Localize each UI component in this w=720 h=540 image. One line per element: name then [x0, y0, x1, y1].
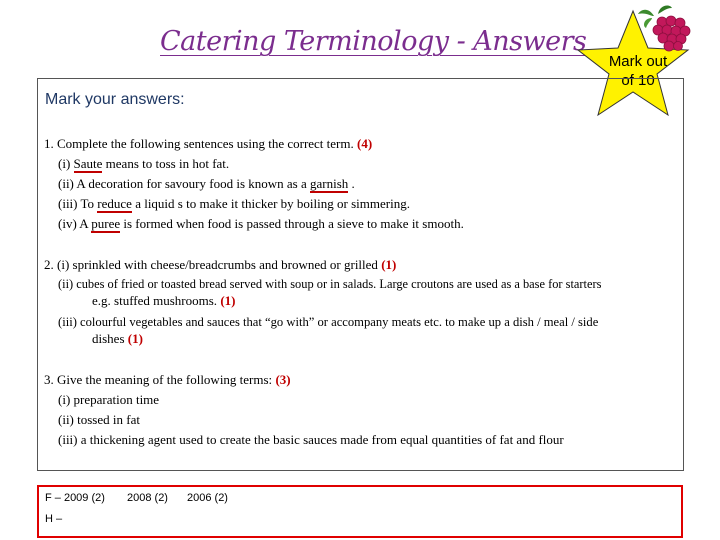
q2-iii-text-b: dishes: [92, 331, 128, 346]
q1-iv-pre: (iv) A: [58, 216, 92, 231]
q1-iii-pre: (iii) To: [58, 196, 98, 211]
page-title: Catering Terminology - Answers: [160, 26, 587, 57]
year-2008: 2008 (2): [127, 492, 168, 504]
q2-item-iii-cont: [92, 331, 143, 347]
star-line-2: of 10: [621, 72, 655, 89]
q1-i-post: means to toss in hot fat.: [102, 156, 230, 171]
q2-item-ii: [58, 277, 601, 292]
q3-item-ii: (ii) tossed in fat: [58, 412, 140, 427]
q2-item-ii-cont: [92, 293, 235, 309]
q1-item-iii: [58, 196, 410, 212]
q2-iii-mark: (1): [127, 331, 143, 346]
q1-marks: (4): [357, 136, 373, 151]
q2-ii-mark: (1): [220, 293, 236, 308]
q2-iii-text-a: (iii) colourful vegetables and sauces that “go with” or accompany meats etc. to make up a dish / meal / side: [58, 315, 599, 329]
q1-iv-post: is formed when food is passed through a sieve to make it smooth.: [120, 216, 464, 231]
q1-intro-text: 1. Complete the following sentences using the correct term.: [44, 136, 354, 151]
q1-item-iv: [58, 216, 464, 232]
q1-ii-pre: (ii) A decoration for savoury food is known as a: [58, 176, 311, 191]
q1-iii-answer: reduce: [97, 196, 132, 211]
q3-intro-text: 3. Give the meaning of the following terms:: [44, 372, 276, 387]
q1-item-i: [58, 156, 229, 172]
q1-intro: [44, 136, 372, 152]
f-label: F – 2009 (2): [45, 492, 105, 504]
q1-ii-post: .: [348, 176, 355, 191]
q3-marks: (3): [275, 372, 291, 387]
q1-iii-post: a liquid s to make it thicker by boiling or simmering.: [131, 196, 410, 211]
q1-item-ii: [58, 176, 355, 192]
q2-i-mark: (1): [381, 257, 397, 272]
q1-ii-answer: garnish: [310, 176, 349, 191]
q3-item-iii: (iii) a thickening agent used to create the basic sauces made from equal quantities of fat and flour: [58, 432, 564, 447]
q1-i-pre: (i): [58, 156, 74, 171]
q2-item-i: [44, 257, 396, 273]
exam-reference-box: [37, 485, 683, 538]
year-2006: 2006 (2): [187, 492, 228, 504]
q2-ii-text-a: (ii) cubes of fried or toasted bread served with soup or in salads. Large croutons are used as a base for starters: [58, 277, 602, 291]
raspberry-icon: [636, 4, 696, 54]
star-line-1: Mark out: [608, 53, 668, 70]
q2-ii-text-b: e.g. stuffed mushrooms.: [92, 293, 221, 308]
q1-i-answer: Saute: [73, 156, 103, 171]
q3-intro: [44, 372, 291, 388]
q1-iv-answer: puree: [91, 216, 121, 231]
q3-item-i: (i) preparation time: [58, 392, 160, 407]
h-label: H –: [45, 513, 63, 525]
q2-item-iii: [58, 315, 598, 330]
mark-your-answers-heading: Mark your answers:: [45, 91, 185, 108]
q2-i-text: 2. (i) sprinkled with cheese/breadcrumbs and browned or grilled: [44, 257, 382, 272]
